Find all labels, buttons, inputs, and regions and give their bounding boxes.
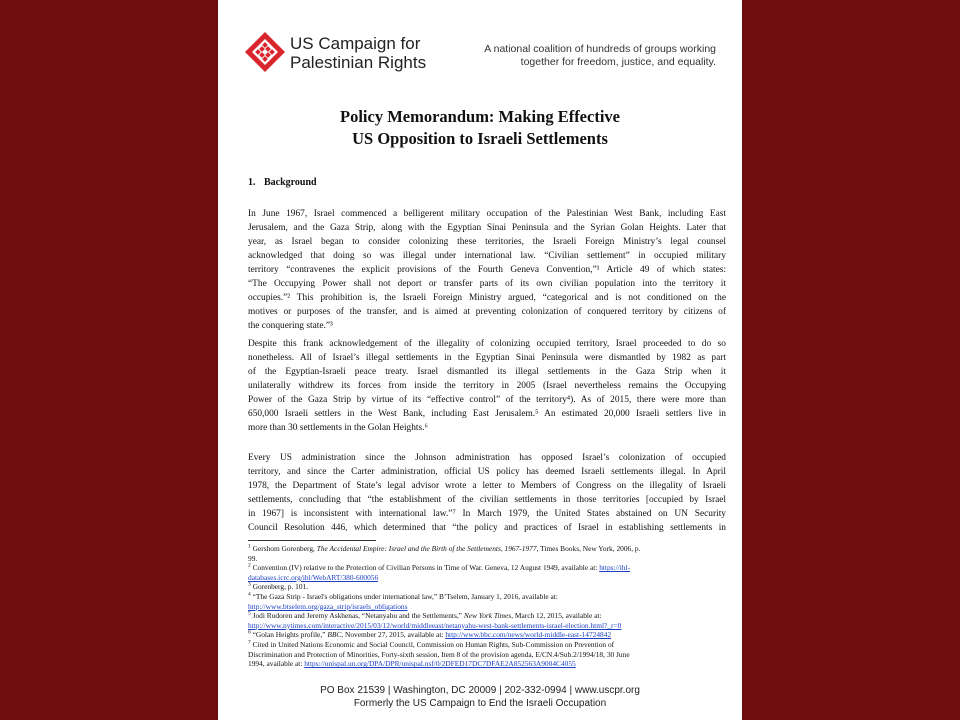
tagline-line1: A national coalition of hundreds of groups working: [484, 43, 716, 55]
text-line: 1978, the Department of State’s legal advisor wrote a letter to Members of Congress on the illegality of Israeli: [248, 481, 726, 491]
section-title: Background: [264, 177, 317, 188]
footnote-text: Jodi Rudoren and Jeremy Askhenas, “Netanyahu and the Settlements,”: [252, 611, 464, 621]
text-line: unilaterally withdrew its forces from inside the territory in 2005 (Israel nevertheless remains the Occupying: [248, 381, 726, 391]
paragraph-background-1: [248, 207, 726, 333]
title-line2: US Opposition to Israeli Settlements: [352, 129, 608, 148]
text-line: motives or purposes of the transfer, and is aimed at preventing colonization of conquered territory by citizens of: [248, 307, 726, 317]
footnote-link[interactable]: https://unispal.un.org/DPA/DPR/unispal.nsf/0/2DFED17DC7DFAE2A852563A9004C4055: [304, 659, 576, 669]
footnote-7-cont2: [248, 659, 726, 669]
text-line: Jerusalem, and the Gaza Strip, along with the Egyptian Sinai Peninsula and the Syrian Golan Heights. Later that: [248, 223, 726, 233]
footnote-text: , March 12, 2015, available at:: [511, 611, 602, 621]
text-line: the conquering state.”³: [248, 321, 333, 331]
text-line: Every US administration since the Johnson administration has opposed Israel’s colonization of occupied: [248, 453, 726, 463]
text-line: territory, and since the Carter administration, official US policy has deemed Israeli settlements illegal. In April: [248, 467, 726, 477]
footnote-1: $^1$ Gershom Gorenberg, The Accidental Empire: Israel and the Birth of the Settlements, 1967-1977, Times Books, New York, 2006, p.: [248, 543, 641, 553]
text-line: territory “contravenes the explicit provisions of the Fourth Geneva Convention,”¹ Article 49 of which states:: [248, 265, 726, 275]
footnote-5: $^5$ Jodi Rudoren and Jeremy Askhenas, “Netanyahu and the Settlements,” New York Times, March 12, 2015, available at:: [248, 610, 602, 621]
footnote-text: “The Gaza Strip - Israel's obligations under international law,” B’Tselem, January 1, 2016, available at:: [252, 591, 558, 601]
text-line: In June 1967, Israel commenced a belligerent military occupation of the Palestinian West Bank, including East: [248, 209, 726, 219]
footnote-text: Convention (IV) relative to the Protection of Civilian Persons in Time of War. Geneva, 12 August 1949, available at:: [252, 563, 600, 573]
footnote-text: 1994, available at:: [248, 659, 305, 669]
section-number: 1.: [248, 177, 256, 188]
text-line: settlements, concluding that “the establishment of the civilian settlements in those territories [occupied by Israel: [248, 495, 726, 505]
footnote-4-cont: [248, 602, 726, 612]
footnote-5-cont: [248, 621, 726, 631]
footnote-link[interactable]: http://www.bbc.com/news/world-middle-east-14724842: [445, 630, 612, 640]
footnote-publication: BBC: [327, 630, 342, 640]
text-line: acknowledged that doing so was illegal under international law. “Civilian settlement” in occupied military: [248, 251, 726, 261]
footnote-2: $^2$ Convention (IV) relative to the Protection of Civilian Persons in Time of War. Geneva, 12 August 1949, available at: https://ihl-: [248, 562, 630, 573]
text-line: nonetheless. All of Israel’s illegal settlements in the Egyptian Sinai Peninsula were dismantled by 1982 as part: [248, 353, 726, 363]
footnote-link[interactable]: databases.icrc.org/ihl/WebART/380-600056: [248, 572, 379, 582]
text-line: Council Resolution 446, which determined that “the policy and practices of Israel in establishing settlements in: [248, 523, 726, 533]
paragraph-background-3: [248, 451, 726, 535]
paragraph-background-2: [248, 337, 726, 435]
footnote-text: , Times Books, New York, 2006, p.: [536, 544, 641, 553]
page-footer: [218, 684, 742, 710]
footnote-text: Cited in United Nations Economic and Social Council, Commission on Human Rights, Sub-Commission on Prevention of: [252, 639, 615, 649]
section-heading: [248, 177, 317, 188]
text-line: Despite this frank acknowledgement of the illegality of colonizing occupied territory, Israel proceeded to do so: [248, 339, 726, 349]
footnote-text: Gershom Gorenberg,: [252, 544, 317, 553]
text-line: 650,000 Israeli settlers in the West Bank, including East Jerusalem.⁵ An estimated 20,000 Israeli settlers live in: [248, 409, 726, 419]
footnote-link[interactable]: http://www.btselem.org/gaza_strip/israels_obligations: [248, 601, 408, 611]
document-title: [218, 106, 742, 150]
footnotes: [248, 544, 726, 669]
org-name-line2: Palestinian Rights: [290, 53, 427, 72]
footer-contact: PO Box 21539 | Washington, DC 20009 | 202-332-0994 | www.uscpr.org: [320, 685, 640, 696]
title-line1: Policy Memorandum: Making Effective: [340, 107, 620, 126]
uscpr-logo-icon: [244, 31, 286, 73]
footer-former-name: Formerly the US Campaign to End the Israeli Occupation: [353, 698, 607, 709]
text-line: Power of the Gaza Strip by virtue of its “effective control” of the territory⁴). As of 2015, there were more than: [248, 395, 726, 405]
text-line: “The Occupying Power shall not deport or transfer parts of its own civilian population into the territory it: [248, 279, 726, 289]
footnote-publication: New York Times: [463, 611, 512, 621]
footnote-book-title: The Accidental Empire: Israel and the Birth of the Settlements, 1967-1977: [316, 544, 537, 553]
organization-name: [290, 34, 426, 72]
footnote-2-cont: [248, 573, 726, 583]
organization-tagline: [484, 43, 716, 69]
text-line: more than 30 settlements in the Golan Heights.⁶: [248, 423, 428, 433]
text-line: occupies.”² This prohibition is, the Israeli Foreign Ministry argued, “categorical and is not conditioned on the: [248, 293, 726, 303]
tagline-line2: together for freedom, justice, and equality.: [520, 56, 716, 68]
footnote-link[interactable]: http://www.nytimes.com/interactive/2015/03/12/world/middleeast/netanyahu-west-bank-settlements-israel-election.html?_r=0: [248, 620, 622, 630]
footnote-7: $^7$ Cited in United Nations Economic and Social Council, Commission on Human Rights, Sub-Commission on Prevention of: [248, 639, 615, 649]
footnote-6: $^6$ “Golan Heights profile,” BBC, November 27, 2015, available at: http://www.bbc.com/news/world-middle-east-14724842: [248, 629, 612, 640]
footnote-1-cont: 99.: [248, 553, 258, 563]
footnote-3: $^3$ Gorenberg, p. 101.: [248, 581, 309, 592]
footnote-link[interactable]: https://ihl-: [599, 563, 630, 573]
footnote-text: , November 27, 2015, available at:: [341, 630, 446, 640]
text-line: of the Egyptian-Israeli peace treaty. Israel dismantled its illegal settlements in the Gaza Strip when it: [248, 367, 726, 377]
footnote-7-cont: Discrimination and Protection of Minorities, Forty-sixth session, Item 8 of the provision agenda, E/CN.4/Sub.2/1994/18, 30 June: [248, 649, 630, 659]
document-page: [218, 0, 742, 720]
footnote-text: Gorenberg, p. 101.: [252, 582, 309, 592]
text-line: year, as Israel began to consider colonizing these territories, the Israeli Foreign Ministry’s legal counsel: [248, 237, 726, 247]
footnote-4: $^4$ “The Gaza Strip - Israel's obligations under international law,” B’Tselem, January 1, 2016, available at:: [248, 591, 558, 601]
footnote-divider: [248, 540, 376, 541]
footnote-text: “Golan Heights profile,”: [252, 630, 328, 640]
text-line: in 1967] is inconsistent with international law.”⁷ In March 1979, the United States abstained on UN Security: [248, 509, 726, 519]
org-name-line1: US Campaign for: [290, 34, 421, 53]
